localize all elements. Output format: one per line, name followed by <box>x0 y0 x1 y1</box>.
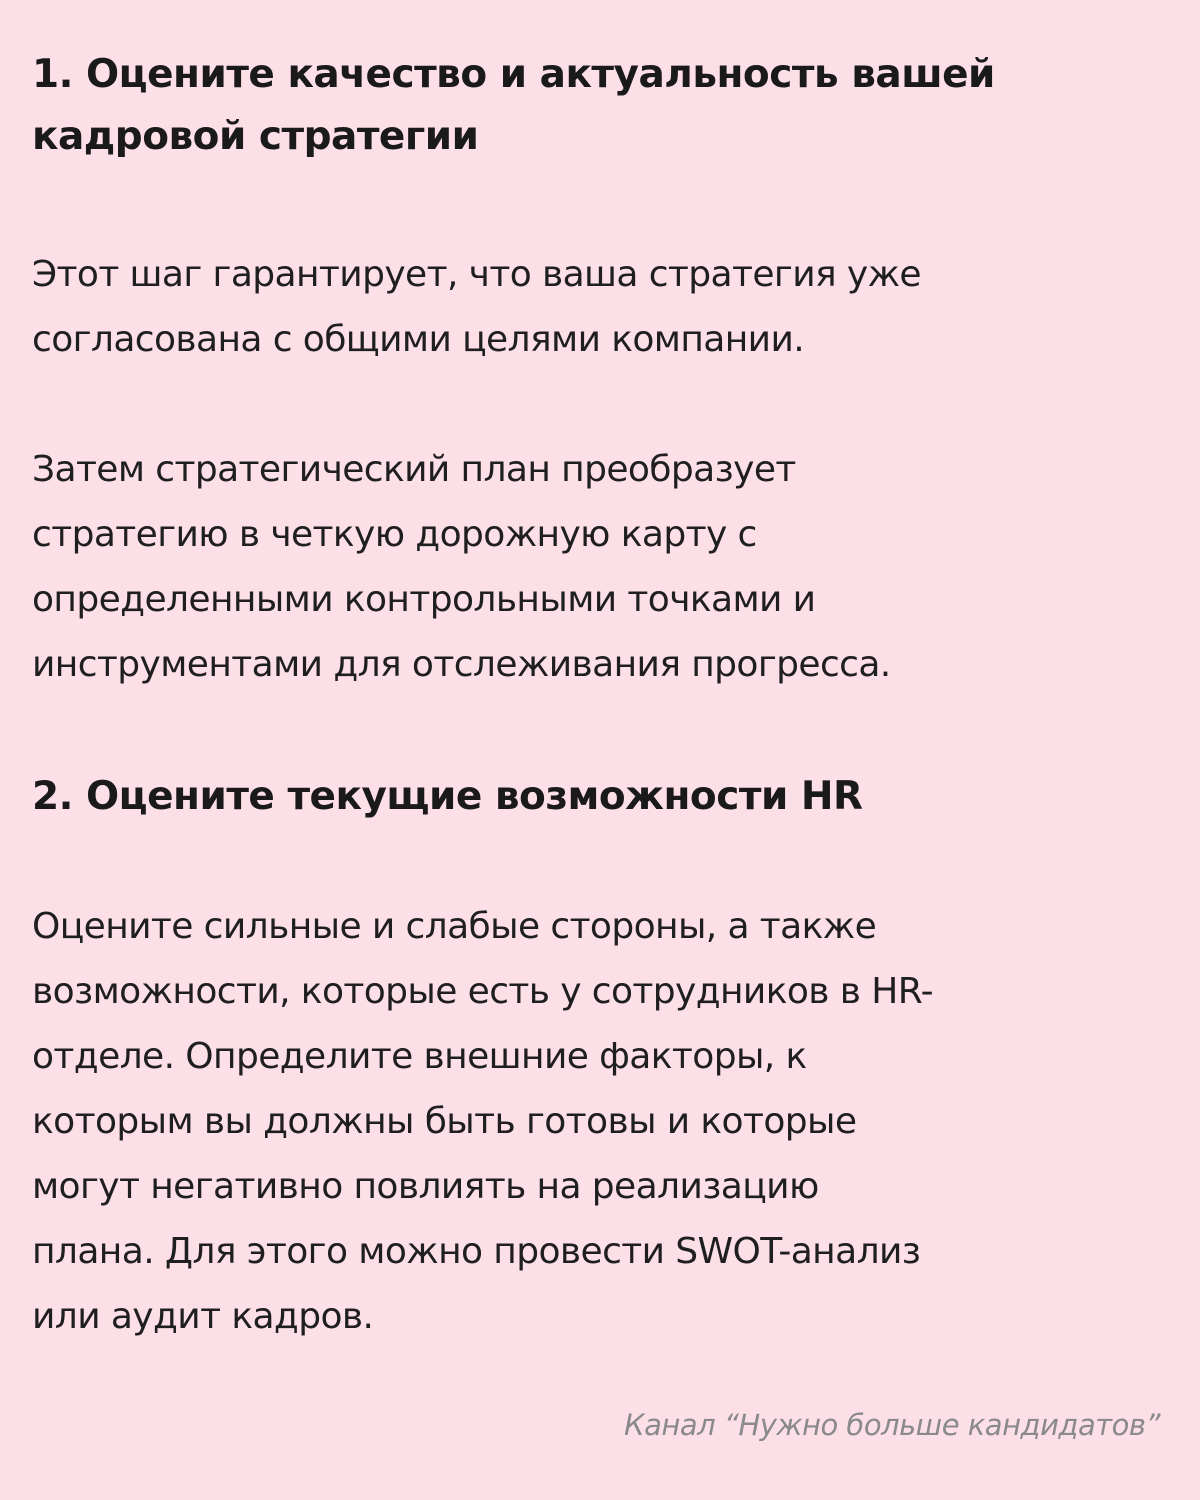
section2-heading <box>32 766 1162 828</box>
paragraph-line: отделе. Определите внешние факторы, к <box>32 1036 807 1077</box>
paragraph-line: инструментами для отслеживания прогресса. <box>32 644 891 685</box>
paragraph-line: определенными контрольными точками и <box>32 579 816 620</box>
section1-heading-line: 1. Оцените качество и актуальность вашей <box>32 52 995 97</box>
paragraph-line: Этот шаг гарантирует, что ваша стратегия уже <box>32 254 921 295</box>
paragraph-line: могут негативно повлиять на реализацию <box>32 1166 819 1207</box>
section1-paragraph1 <box>32 242 921 372</box>
paragraph-line: плана. Для этого можно провести SWOT-анализ <box>32 1231 921 1272</box>
paragraph-line: Оцените сильные и слабые стороны, а также <box>32 906 877 947</box>
section2-paragraph <box>32 894 933 1349</box>
section1-heading-line: кадровой стратегии <box>32 114 479 159</box>
section1-paragraph2 <box>32 437 891 697</box>
section1-heading <box>32 44 1162 168</box>
paragraph-line: или аудит кадров. <box>32 1296 374 1337</box>
paragraph-line: стратегию в четкую дорожную карту с <box>32 514 757 555</box>
paragraph-line: возможности, которые есть у сотрудников в HR- <box>32 971 934 1012</box>
paragraph-line: которым вы должны быть готовы и которые <box>32 1101 857 1142</box>
section2-heading-line: 2. Оцените текущие возможности HR <box>32 774 863 819</box>
channel-signature: Канал “Нужно больше кандидатов” <box>624 1408 1160 1442</box>
paragraph-line: согласована с общими целями компании. <box>32 319 805 360</box>
paragraph-line: Затем стратегический план преобразует <box>32 449 796 490</box>
